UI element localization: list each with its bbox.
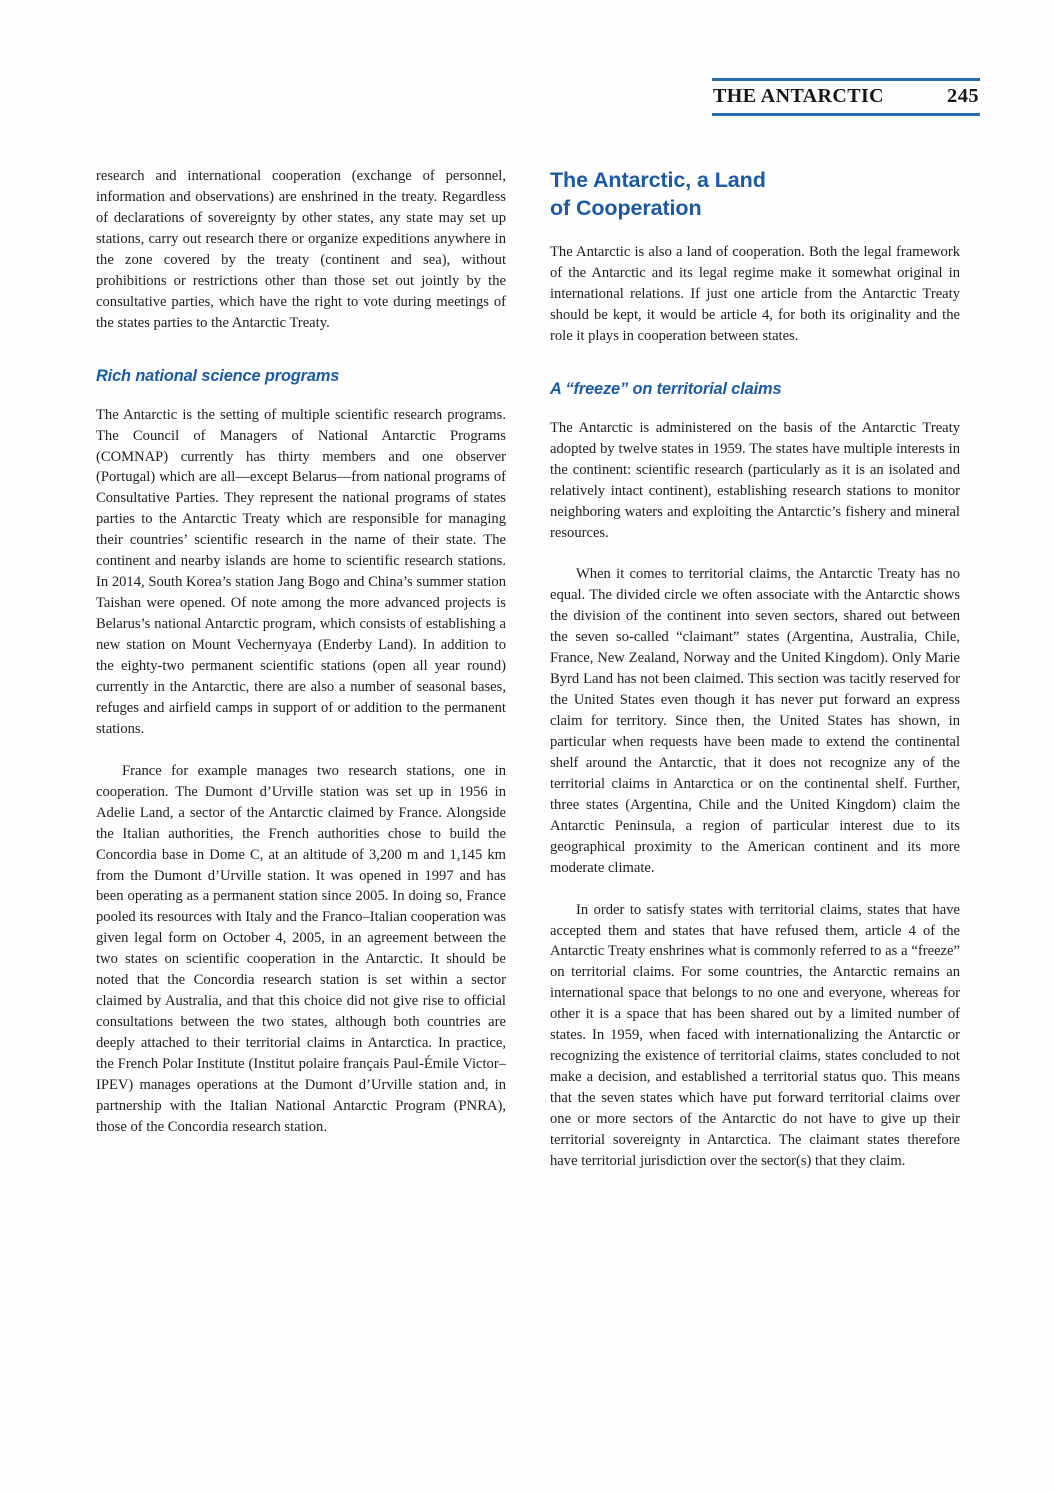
page-number: 245 [947, 85, 979, 107]
right-paragraph-1: The Antarctic is also a land of cooperation. Both the legal framework of the Antarctic and its legal regime make it somewhat original in international relations. If just one article from the Antarctic Treaty should be kept, it would be article 4, for both its originality and the role it plays in cooperation between states. [550, 244, 960, 344]
two-column-body [96, 166, 960, 1396]
right-paragraph-4: In order to satisfy states with territorial claims, states that have accepted them and states that have refused them, article 4 of the Antarctic Treaty enshrines what is commonly referred to as a “freeze” on territorial claims. For some countries, the Antarctic remains an international space that belongs to no one and everyone, whereas for other it is a space that has been shared out by a limited number of states. In 1959, when faced with internationalizing the Antarctic or recognizing the existence of territorial claims, states concluded to not make a decision, and established a territorial status quo. This means that the seven states which have put forward territorial claims over one or more sectors of the Antarctic do not have to give up their territorial sovereignty in Antarctica. The claimant states therefore have territorial jurisdiction over the sector(s) that they claim. [550, 901, 960, 1169]
spacer [550, 400, 960, 418]
right-section-heading [550, 166, 960, 222]
header-row [712, 85, 980, 108]
left-subheading-rich-national-science-programs: Rich national science programs [96, 366, 340, 385]
spacer [550, 347, 960, 378]
header-rule-top [712, 78, 980, 81]
left-paragraph-2: The Antarctic is the setting of multiple scientific research programs. The Council of Managers of National Antarctic Programs (COMNAP) currently has thirty members and one observer (Portugal) which are all—except Belarus—from national programs of Consultative Parties. They represent the national programs of states parties to the Antarctic Treaty which are responsible for managing their countries’ scientific research in the name of their state. The continent and nearby islands are home to scientific research stations. In 2014, South Korea’s station Jang Bogo and China’s summer station Taishan were opened. Of note among the more advanced projects is Belarus’s national Antarctic program, which consists of establishing a new station on Mount Vechernyaya (Enderby Land). In addition to the eighty-two permanent scientific stations (open all year round) currently in the Antarctic, there are also a number of seasonal bases, refuges and airfield camps in support of or addition to the permanent stations. [96, 406, 506, 737]
spacer [96, 334, 506, 365]
left-paragraph-3: France for example manages two research stations, one in cooperation. The Dumont d’Urville station was set up in 1956 in Adelie Land, a sector of the Antarctic claimed by France. Alongside the Italian authorities, the French authorities chose to build the Concordia base in Dome C, at an altitude of 3,200 m and 1,145 km from the Dumont d’Urville station. It was opened in 1997 and has been operating as a permanent station since 2005. In doing so, France pooled its resources with Italy and the Franco–Italian cooperation was given legal form on October 4, 2005, in an agreement between the two states on scientific cooperation in the Antarctic. It should be noted that the Concordia research station is set within a sector claimed by Australia, and that this choice did not give rise to official consultations between the two states, although both countries are deeply attached to their territorial claims in Antarctica. In practice, the French Polar Institute (Institut polaire français Paul-Émile Victor–IPEV) manages operations at the Dumont d’Urville station and, in partnership with the Italian National Antarctic Program (PNRA), those of the Concordia research station. [96, 762, 506, 1135]
right-paragraph-3: When it comes to territorial claims, the Antarctic Treaty has no equal. The divided circle we often associate with the Antarctic shows the division of the continent into seven sectors, shared out between the seven so-called “claimant” states (Argentina, Australia, Chile, France, New Zealand, Norway and the United Kingdom). Only Marie Byrd Land has not been claimed. This section was tacitly reserved for the United States even though it has never put forward an express claim for territory. Since then, the United States has shown, in particular when requests have been made to extend the continental shelf around the Antarctic, that it does not recognize any of the territorial claims in Antarctica or on the continental shelf. Further, three states (Argentina, Chile and the United Kingdom) claim the Antarctic Peninsula, a region of particular interest due to its geographical proximity to the American continent and its more moderate climate. [550, 566, 960, 876]
left-paragraph-1: research and international cooperation (exchange of personnel, information and observations) are enshrined in the treaty. Regardless of declarations of sovereignty by other states, any state may set up stations, carry out research there or organize expeditions anywhere in the zone covered by the treaty (continent and sea), without prohibitions or restrictions other than those set out jointly by the consultative parties, which have the right to vote during meetings of the states parties to the Antarctic Treaty. [96, 168, 506, 331]
header-rule-bottom [712, 113, 980, 116]
right-column [550, 166, 960, 1396]
section-heading-line-2: of Cooperation [550, 196, 702, 220]
page-title: THE ANTARCTIC [713, 85, 884, 107]
right-paragraph-2: The Antarctic is administered on the basis of the Antarctic Treaty adopted by twelve states in 1959. The states have multiple interests in the continent: scientific research (particularly as it is an isolated and relatively intact continent), establishing research stations to monitor neighboring waters and exploiting the Antarctic’s fishery and mineral resources. [550, 419, 960, 541]
left-column [96, 166, 506, 1396]
spacer [96, 387, 506, 405]
right-subheading-freeze-on-territorial-claims: A “freeze” on territorial claims [550, 379, 782, 398]
spacer [550, 222, 960, 242]
section-heading-line-1: The Antarctic, a Land [550, 168, 766, 192]
running-header [712, 78, 980, 116]
